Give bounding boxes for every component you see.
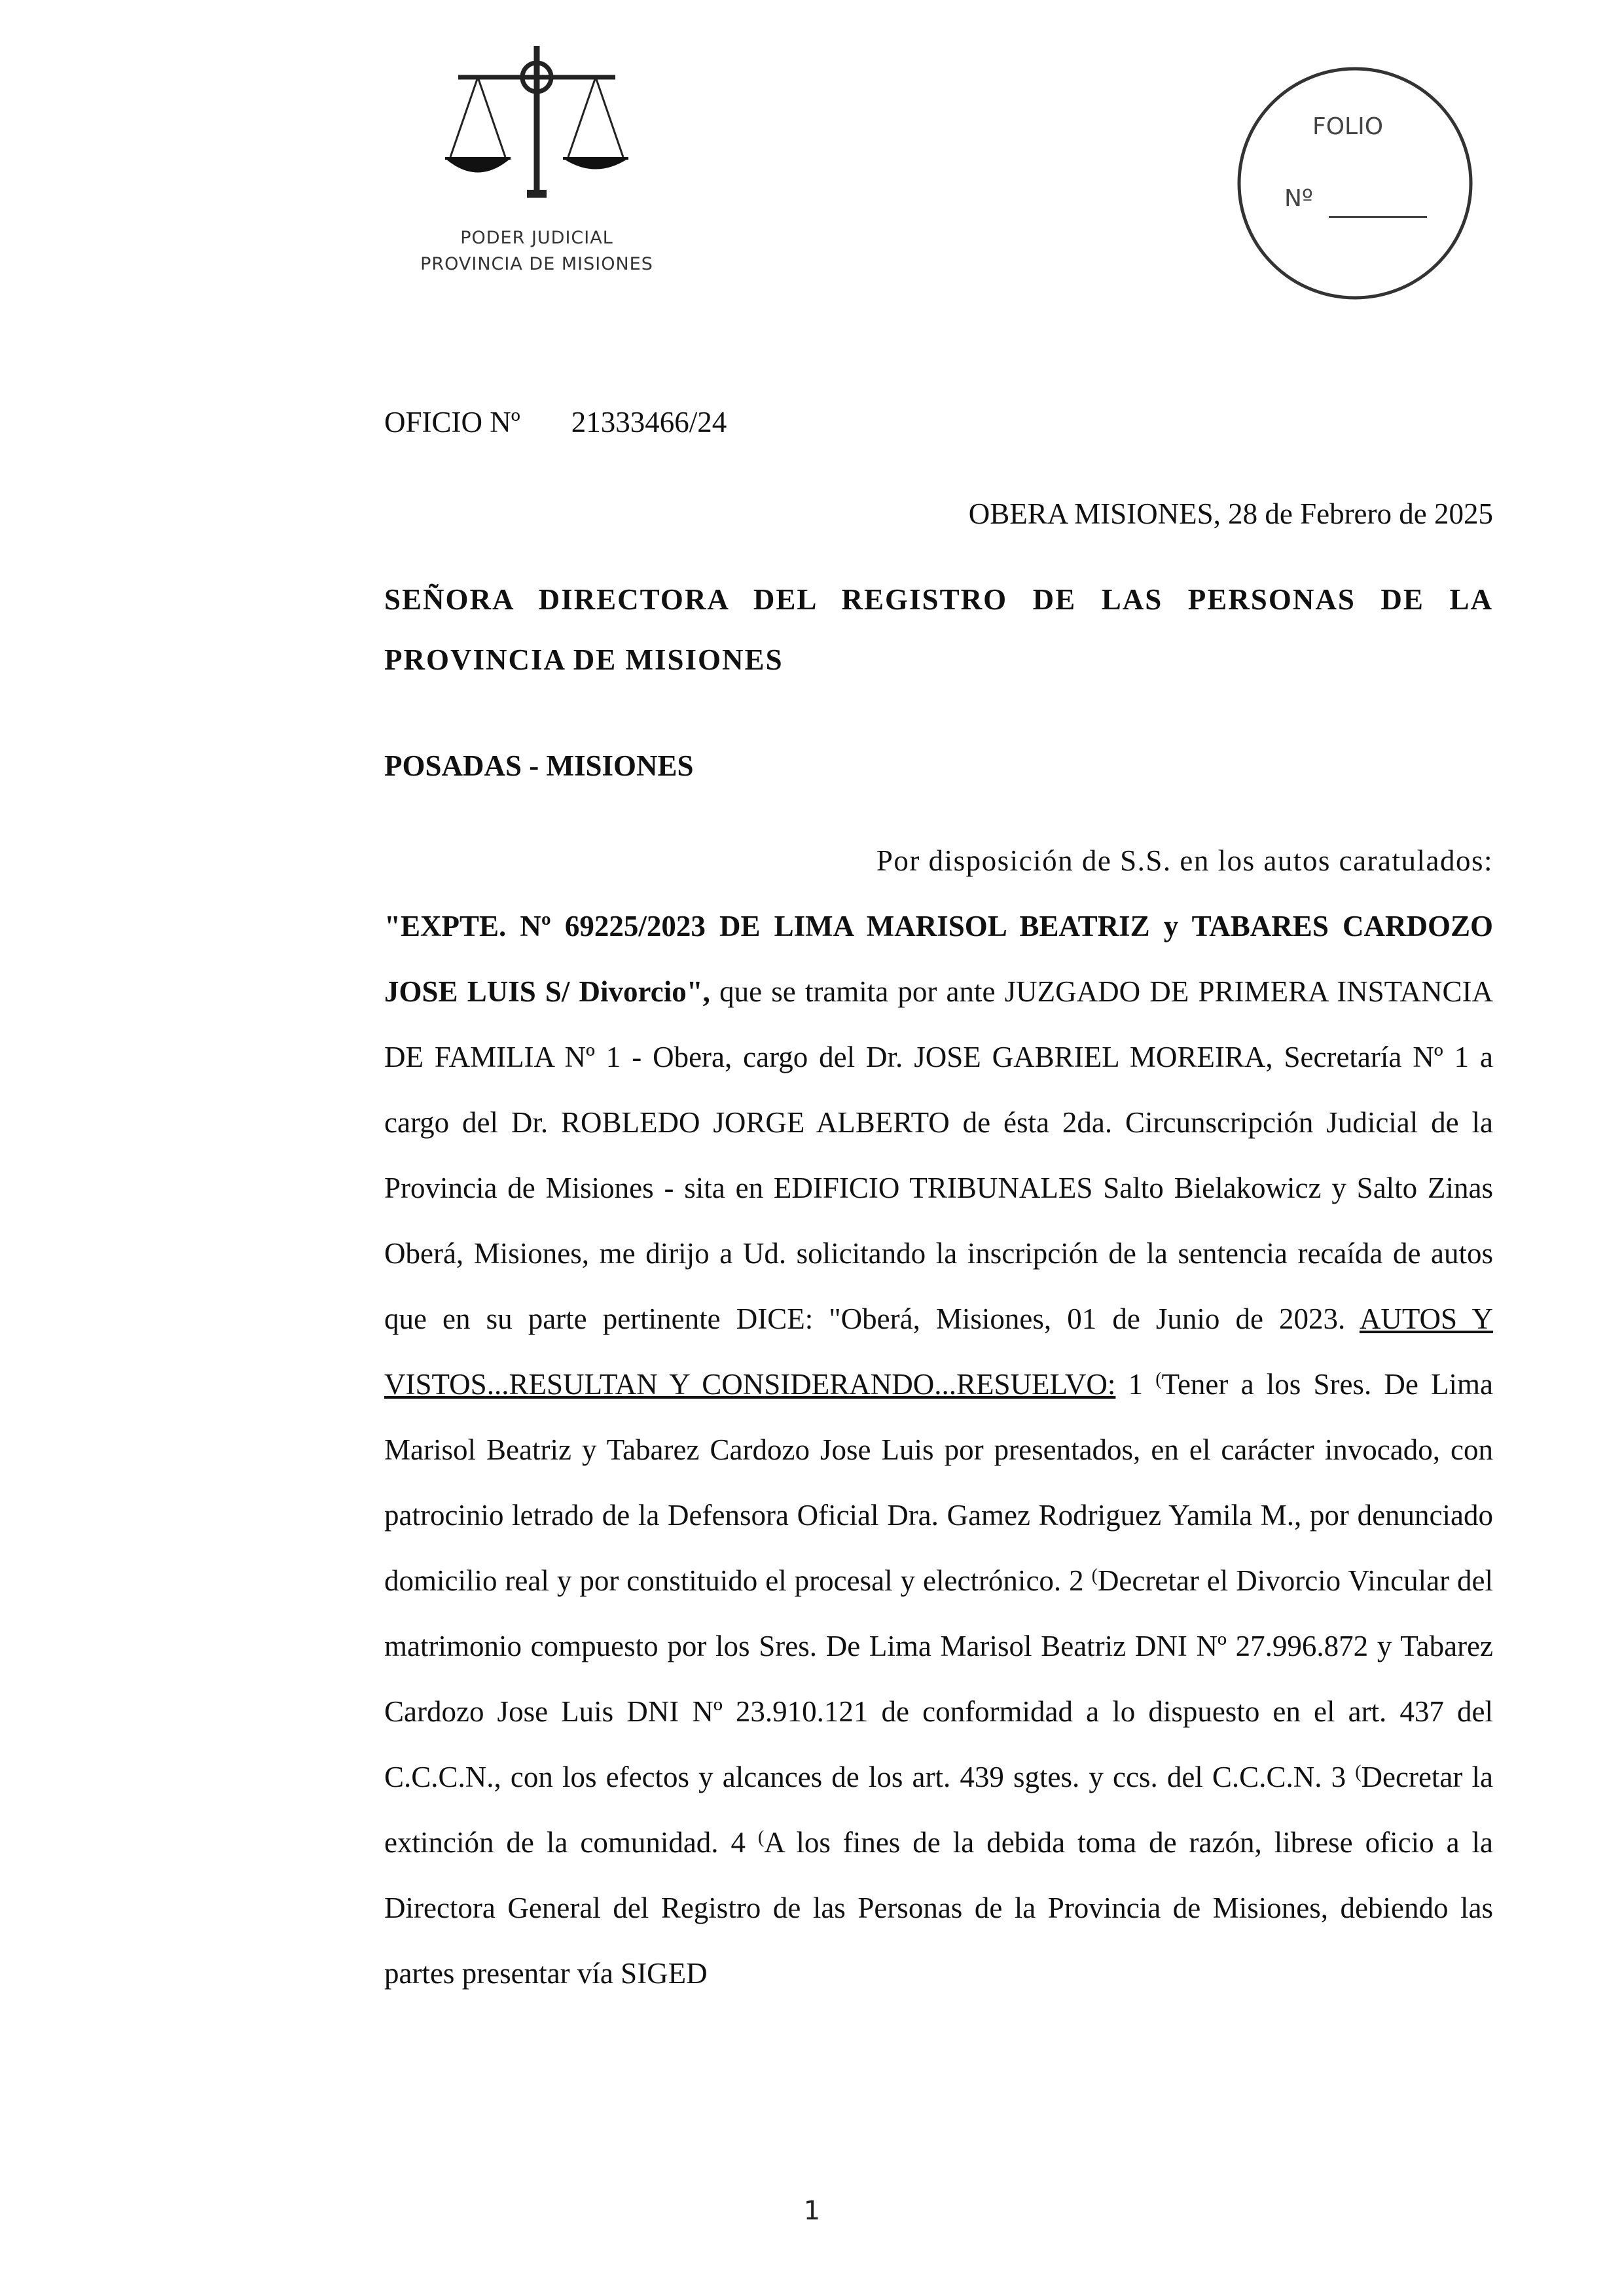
body-text-1: que se tramita por ante JUZGADO DE PRIMERA INSTANCIA DE FAMILIA Nº 1 - Obera, cargo del Dr. JOSE GABRIEL MOREIRA, Secretaría Nº 1 a cargo del Dr. ROBLEDO JORGE ALBERTO de ésta 2da. Circunscripción Judicial de la Provincia de Misiones - sita en EDIFICIO TRIBUNALES Salto Bielakowicz y Salto Zinas Oberá, Misiones, me dirijo a Ud. solicitando la inscripción de la sentencia recaída de autos que en su parte pertinente DICE: "Oberá, Misiones, 01 de Junio de 2023. (384, 975, 1493, 1335)
paren-mark: ( (758, 1827, 765, 1848)
body-intro: Por disposición de S.S. en los autos caratulados: (876, 844, 1493, 877)
page-number: 1 (803, 2196, 821, 2226)
paren-mark: ( (1355, 1762, 1362, 1782)
folio-number-label: Nº (1284, 185, 1313, 212)
paren-mark: ( (1155, 1369, 1162, 1390)
ruling-heading: AUTOS Y VISTOS...RESULTAN Y CONSIDERANDO...RESUELVO: (384, 1302, 1493, 1401)
addressee-location: POSADAS - MISIONES (384, 749, 694, 782)
folio-stamp (1234, 62, 1476, 304)
poder-judicial-logo (393, 39, 681, 288)
oficio-label: OFICIO Nº (384, 406, 520, 439)
point-1-text: Tener a los Sres. De Lima Marisol Beatriz y Tabarez Cardozo Jose Luis por presentados, en el carácter invocado, con patrocinio letrado de la Defensora Oficial Dra. Gamez Rodriguez Yamila M., por denunciado domicilio real y por constituido el procesal y electrónico. 2 (384, 1368, 1494, 1597)
letter-body (384, 828, 1493, 2006)
addressee: SEÑORA DIRECTORA DEL REGISTRO DE LAS PERSONAS DE LA PROVINCIA DE MISIONES (384, 583, 1493, 676)
point-1-number: 1 (1115, 1368, 1156, 1401)
folio-number-blank (1329, 216, 1427, 218)
paren-mark: ( (1091, 1566, 1098, 1586)
folio-title: FOLIO (1312, 113, 1384, 140)
scales-of-justice-icon (432, 39, 641, 223)
point-2-text: Decretar el Divorcio Vincular del matrimonio compuesto por los Sres. De Lima Marisol Beatriz DNI Nº 27.996.872 y Tabarez Cardozo Jose Luis DNI Nº 23.910.121 de conformidad a lo dispuesto en el art. 437 del C.C.C.N., con los efectos y alcances de los art. 439 sgtes. y ccs. del C.C.C.N. 3 (384, 1564, 1493, 1793)
document-date: OBERA MISIONES, 28 de Febrero de 2025 (968, 497, 1493, 530)
oficio-number: 21333466/24 (571, 406, 727, 439)
logo-text-poder-judicial: PODER JUDICIAL (460, 228, 613, 248)
point-3-text: Decretar la extinción de la comunidad. 4 (384, 1761, 1493, 1859)
case-caption: "EXPTE. Nº 69225/2023 DE LIMA MARISOL BEATRIZ y TABARES CARDOZO JOSE LUIS S/ Divorcio", (384, 910, 1493, 1008)
point-4-text: A los fines de la debida toma de razón, librese oficio a la Directora General del Registro de las Personas de la Provincia de Misiones, debiendo las partes presentar vía SIGED (384, 1826, 1493, 1990)
logo-text-provincia: PROVINCIA DE MISIONES (420, 254, 653, 274)
oficio-line (384, 389, 1493, 455)
